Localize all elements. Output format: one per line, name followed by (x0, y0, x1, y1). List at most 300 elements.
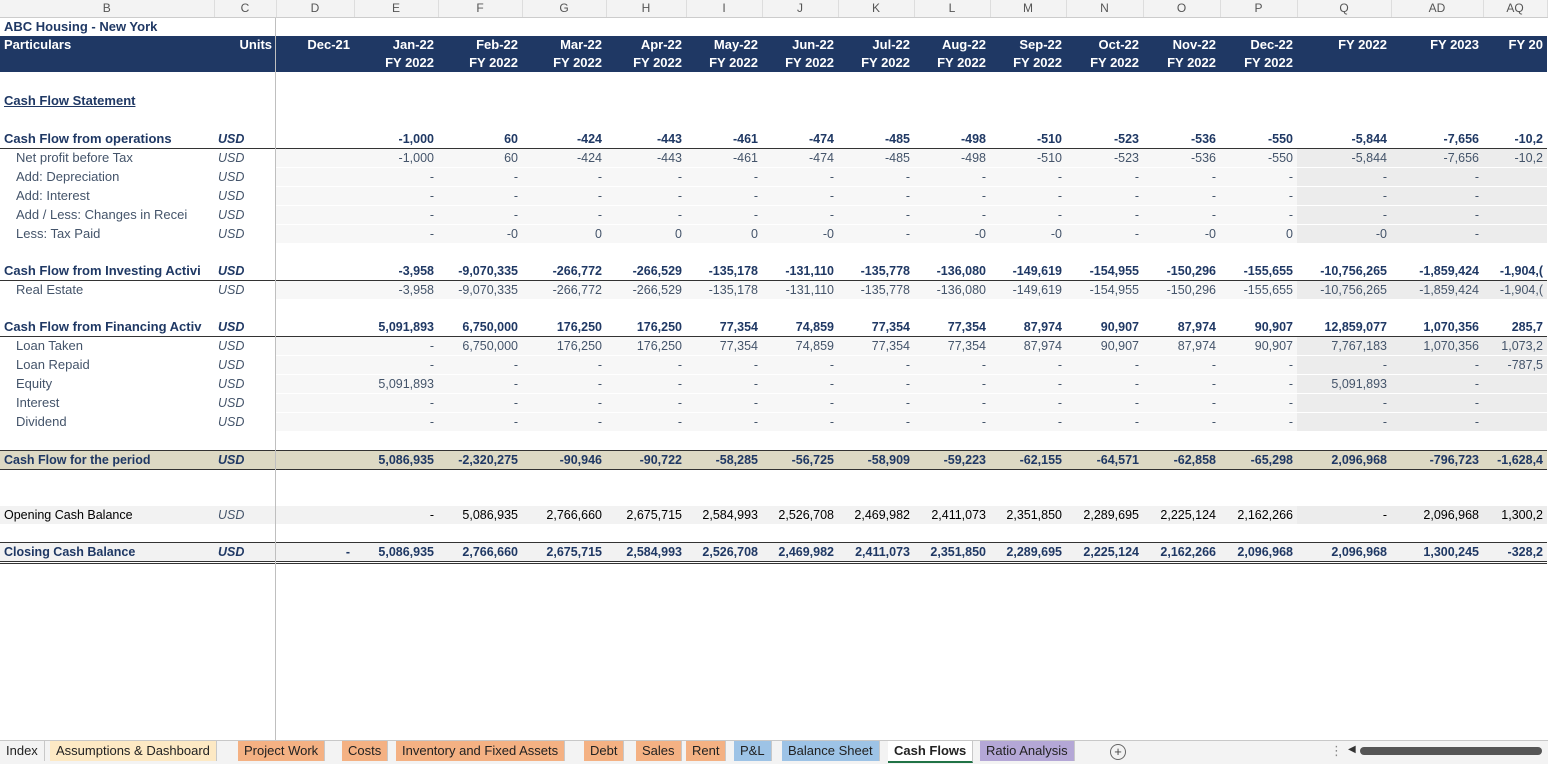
value-cell[interactable]: 1,300,2 (1483, 506, 1547, 524)
empty-cell[interactable] (914, 244, 990, 263)
empty-cell[interactable] (914, 90, 990, 112)
value-cell[interactable]: - (354, 168, 438, 187)
value-cell[interactable]: - (1297, 168, 1391, 187)
value-cell[interactable]: -155,655 (1220, 281, 1297, 300)
empty-cell[interactable] (762, 488, 838, 506)
value-cell[interactable]: - (354, 356, 438, 375)
fy-label[interactable]: FY 2022 (762, 54, 838, 72)
empty-cell[interactable] (1483, 488, 1547, 506)
value-cell[interactable]: - (276, 543, 354, 563)
value-cell[interactable]: - (438, 187, 522, 206)
value-cell[interactable]: 2,766,660 (438, 543, 522, 563)
empty-cell[interactable] (990, 244, 1066, 263)
value-cell[interactable]: -135,778 (838, 281, 914, 300)
value-cell[interactable]: -131,110 (762, 262, 838, 281)
empty-cell[interactable] (1220, 244, 1297, 263)
sheet-tab[interactable]: Inventory and Fixed Assets (396, 741, 565, 761)
value-cell[interactable]: -90,722 (606, 451, 686, 470)
empty-cell[interactable] (762, 90, 838, 112)
fy-label[interactable]: FY 2022 (686, 54, 762, 72)
empty-cell[interactable] (1297, 300, 1391, 319)
value-cell[interactable]: - (438, 413, 522, 432)
empty-cell[interactable] (990, 112, 1066, 130)
value-cell[interactable]: - (354, 506, 438, 524)
empty-cell[interactable] (838, 18, 914, 37)
fy-label[interactable]: FY 2022 (914, 54, 990, 72)
column-header-AQ[interactable]: AQ (1483, 0, 1547, 18)
value-cell[interactable]: -150,296 (1143, 281, 1220, 300)
value-cell[interactable] (276, 281, 354, 300)
column-header-M[interactable]: M (990, 0, 1066, 18)
month-header[interactable]: Oct-22 (1066, 36, 1143, 54)
empty-cell[interactable] (1483, 524, 1547, 543)
value-cell[interactable]: - (1297, 394, 1391, 413)
empty-cell[interactable] (686, 470, 762, 489)
empty-cell[interactable] (1483, 244, 1547, 263)
empty-cell[interactable] (522, 112, 606, 130)
value-cell[interactable]: -5,844 (1297, 149, 1391, 168)
empty-cell[interactable] (1297, 432, 1391, 451)
empty-cell[interactable] (214, 300, 276, 319)
value-cell[interactable] (276, 394, 354, 413)
empty-cell[interactable] (1483, 72, 1547, 90)
value-cell[interactable]: -9,070,335 (438, 262, 522, 281)
empty-cell[interactable] (1391, 18, 1483, 37)
empty-cell[interactable] (606, 470, 686, 489)
value-cell[interactable]: - (1066, 206, 1143, 225)
empty-cell[interactable] (438, 244, 522, 263)
empty-cell[interactable] (354, 488, 438, 506)
value-cell[interactable]: 6,750,000 (438, 337, 522, 356)
value-cell[interactable]: - (1143, 356, 1220, 375)
value-cell[interactable]: 176,250 (522, 318, 606, 337)
value-cell[interactable]: - (1297, 356, 1391, 375)
value-cell[interactable]: -65,298 (1220, 451, 1297, 470)
empty-cell[interactable] (354, 432, 438, 451)
value-cell[interactable]: 285,7 (1483, 318, 1547, 337)
value-cell[interactable]: - (1143, 168, 1220, 187)
empty-cell[interactable] (1066, 432, 1143, 451)
sheet-tab[interactable]: Cash Flows (888, 741, 973, 763)
empty-cell[interactable] (438, 72, 522, 90)
value-cell[interactable]: - (990, 375, 1066, 394)
empty-cell[interactable] (1143, 470, 1220, 489)
value-cell[interactable]: - (762, 356, 838, 375)
row-unit[interactable]: USD (218, 151, 245, 165)
value-cell[interactable]: -3,958 (354, 262, 438, 281)
value-cell[interactable]: -536 (1143, 130, 1220, 149)
empty-cell[interactable] (0, 72, 214, 90)
value-cell[interactable]: -424 (522, 149, 606, 168)
value-cell[interactable]: - (762, 375, 838, 394)
empty-cell[interactable] (914, 524, 990, 543)
empty-cell[interactable] (0, 432, 214, 451)
empty-cell[interactable] (838, 90, 914, 112)
value-cell[interactable]: - (990, 356, 1066, 375)
column-header-J[interactable]: J (762, 0, 838, 18)
value-cell[interactable]: -510 (990, 130, 1066, 149)
empty-cell[interactable] (0, 244, 214, 263)
value-cell[interactable]: -10,756,265 (1297, 281, 1391, 300)
value-cell[interactable]: -58,285 (686, 451, 762, 470)
month-header[interactable]: Dec-21 (276, 36, 354, 54)
fy-label[interactable]: FY 2022 (522, 54, 606, 72)
row-label[interactable]: Cash Flow from Financing Activ (0, 318, 214, 337)
empty-cell[interactable] (354, 244, 438, 263)
value-cell[interactable]: - (838, 413, 914, 432)
value-cell[interactable]: 7,767,183 (1297, 337, 1391, 356)
fy-label[interactable]: FY 2022 (438, 54, 522, 72)
value-cell[interactable]: -498 (914, 130, 990, 149)
value-cell[interactable]: - (914, 187, 990, 206)
empty-cell[interactable] (606, 90, 686, 112)
value-cell[interactable]: 2,766,660 (522, 506, 606, 524)
value-cell[interactable]: 2,469,982 (762, 543, 838, 563)
value-cell[interactable]: - (914, 206, 990, 225)
value-cell[interactable]: -510 (990, 149, 1066, 168)
empty-cell[interactable] (686, 488, 762, 506)
value-cell[interactable]: 87,974 (990, 318, 1066, 337)
value-cell[interactable]: - (1143, 206, 1220, 225)
value-cell[interactable]: - (838, 375, 914, 394)
plus-circle-icon[interactable]: + (1110, 744, 1126, 760)
empty-cell[interactable] (0, 54, 214, 72)
value-cell[interactable]: 2,096,968 (1297, 543, 1391, 563)
sheet-title[interactable]: ABC Housing - New York (4, 19, 158, 34)
value-cell[interactable]: -461 (686, 149, 762, 168)
empty-cell[interactable] (1143, 524, 1220, 543)
value-cell[interactable]: -0 (1297, 225, 1391, 244)
empty-cell[interactable] (686, 18, 762, 37)
row-unit[interactable]: USD (214, 543, 276, 563)
value-cell[interactable]: 60 (438, 149, 522, 168)
value-cell[interactable] (276, 318, 354, 337)
value-cell[interactable]: -523 (1066, 149, 1143, 168)
value-cell[interactable] (276, 225, 354, 244)
empty-cell[interactable] (1220, 112, 1297, 130)
empty-cell[interactable] (606, 18, 686, 37)
empty-cell[interactable] (1391, 524, 1483, 543)
month-header[interactable]: Jun-22 (762, 36, 838, 54)
fy-label[interactable] (1483, 54, 1547, 72)
empty-cell[interactable] (606, 244, 686, 263)
empty-cell[interactable] (990, 90, 1066, 112)
value-cell[interactable]: - (1391, 394, 1483, 413)
value-cell[interactable]: -787,5 (1483, 356, 1547, 375)
value-cell[interactable]: -131,110 (762, 281, 838, 300)
empty-cell[interactable] (914, 18, 990, 37)
value-cell[interactable]: -2,320,275 (438, 451, 522, 470)
value-cell[interactable]: 0 (522, 225, 606, 244)
empty-cell[interactable] (1297, 524, 1391, 543)
value-cell[interactable]: 5,091,893 (1297, 375, 1391, 394)
empty-cell[interactable] (838, 72, 914, 90)
empty-cell[interactable] (276, 90, 354, 112)
row-label[interactable]: Cash Flow from operations (0, 130, 214, 149)
empty-cell[interactable] (1483, 90, 1547, 112)
value-cell[interactable]: 2,096,968 (1391, 506, 1483, 524)
empty-cell[interactable] (214, 488, 276, 506)
empty-cell[interactable] (522, 470, 606, 489)
value-cell[interactable]: -7,656 (1391, 130, 1483, 149)
value-cell[interactable]: -10,2 (1483, 130, 1547, 149)
value-cell[interactable]: -485 (838, 149, 914, 168)
value-cell[interactable]: -64,571 (1066, 451, 1143, 470)
row-unit[interactable]: USD (218, 339, 245, 353)
sheet-tab[interactable]: Costs (342, 741, 388, 761)
value-cell[interactable]: 90,907 (1220, 318, 1297, 337)
empty-cell[interactable] (276, 470, 354, 489)
value-cell[interactable]: - (354, 187, 438, 206)
value-cell[interactable]: 77,354 (914, 318, 990, 337)
empty-cell[interactable] (990, 432, 1066, 451)
empty-cell[interactable] (990, 72, 1066, 90)
month-header[interactable]: May-22 (686, 36, 762, 54)
empty-cell[interactable] (1066, 244, 1143, 263)
empty-cell[interactable] (1391, 112, 1483, 130)
value-cell[interactable]: - (838, 394, 914, 413)
value-cell[interactable]: - (1391, 375, 1483, 394)
empty-cell[interactable] (354, 300, 438, 319)
empty-cell[interactable] (990, 488, 1066, 506)
empty-cell[interactable] (1066, 470, 1143, 489)
row-label[interactable]: Loan Taken (16, 338, 83, 353)
empty-cell[interactable] (1066, 72, 1143, 90)
row-unit[interactable]: USD (218, 377, 245, 391)
empty-cell[interactable] (438, 524, 522, 543)
value-cell[interactable]: - (606, 413, 686, 432)
value-cell[interactable] (276, 337, 354, 356)
value-cell[interactable]: 2,225,124 (1143, 506, 1220, 524)
value-cell[interactable]: - (990, 394, 1066, 413)
value-cell[interactable]: 176,250 (606, 318, 686, 337)
value-cell[interactable]: - (990, 413, 1066, 432)
row-label[interactable]: Less: Tax Paid (16, 226, 101, 241)
empty-cell[interactable] (276, 244, 354, 263)
value-cell[interactable]: 2,162,266 (1220, 506, 1297, 524)
value-cell[interactable]: 12,859,077 (1297, 318, 1391, 337)
value-cell[interactable]: - (686, 394, 762, 413)
empty-cell[interactable] (522, 488, 606, 506)
value-cell[interactable]: - (1220, 168, 1297, 187)
empty-cell[interactable] (1066, 18, 1143, 37)
particulars-header[interactable]: Particulars (0, 36, 214, 54)
empty-cell[interactable] (0, 488, 214, 506)
empty-cell[interactable] (686, 300, 762, 319)
row-unit[interactable]: USD (214, 451, 276, 470)
value-cell[interactable]: -7,656 (1391, 149, 1483, 168)
row-unit[interactable]: USD (214, 130, 276, 149)
empty-cell[interactable] (762, 432, 838, 451)
row-label[interactable]: Equity (16, 376, 53, 391)
empty-cell[interactable] (214, 54, 276, 72)
value-cell[interactable]: - (762, 206, 838, 225)
value-cell[interactable]: 87,974 (1143, 318, 1220, 337)
month-header[interactable]: Feb-22 (438, 36, 522, 54)
row-unit[interactable]: USD (214, 262, 276, 281)
value-cell[interactable] (276, 451, 354, 470)
value-cell[interactable]: - (1391, 206, 1483, 225)
fy-label[interactable] (1297, 54, 1391, 72)
value-cell[interactable]: 77,354 (686, 318, 762, 337)
empty-cell[interactable] (1143, 90, 1220, 112)
empty-cell[interactable] (438, 432, 522, 451)
empty-cell[interactable] (990, 18, 1066, 37)
empty-cell[interactable] (1143, 432, 1220, 451)
value-cell[interactable]: - (686, 375, 762, 394)
value-cell[interactable]: -62,858 (1143, 451, 1220, 470)
empty-cell[interactable] (522, 432, 606, 451)
empty-cell[interactable] (438, 300, 522, 319)
empty-cell[interactable] (762, 300, 838, 319)
empty-cell[interactable] (1297, 112, 1391, 130)
value-cell[interactable]: - (606, 375, 686, 394)
empty-cell[interactable] (1483, 432, 1547, 451)
value-cell[interactable]: - (1143, 375, 1220, 394)
value-cell[interactable]: - (1220, 206, 1297, 225)
empty-cell[interactable] (762, 524, 838, 543)
value-cell[interactable]: -536 (1143, 149, 1220, 168)
empty-cell[interactable] (0, 524, 214, 543)
empty-cell[interactable] (838, 470, 914, 489)
row-label[interactable]: Net profit before Tax (16, 150, 133, 165)
month-header[interactable]: FY 2023 (1391, 36, 1483, 54)
row-label[interactable]: Closing Cash Balance (0, 543, 214, 563)
value-cell[interactable]: 2,411,073 (914, 506, 990, 524)
value-cell[interactable]: - (1220, 394, 1297, 413)
empty-cell[interactable] (522, 244, 606, 263)
value-cell[interactable]: - (1066, 187, 1143, 206)
row-label[interactable]: Dividend (16, 414, 67, 429)
empty-cell[interactable] (914, 300, 990, 319)
value-cell[interactable]: -59,223 (914, 451, 990, 470)
empty-cell[interactable] (1220, 470, 1297, 489)
value-cell[interactable]: - (522, 375, 606, 394)
month-header[interactable]: FY 20 (1483, 36, 1547, 54)
value-cell[interactable] (1483, 375, 1547, 394)
empty-cell[interactable] (438, 488, 522, 506)
value-cell[interactable]: - (354, 413, 438, 432)
empty-cell[interactable] (914, 488, 990, 506)
sheet-tab[interactable]: Debt (584, 741, 624, 761)
value-cell[interactable]: 2,675,715 (522, 543, 606, 563)
empty-cell[interactable] (438, 18, 522, 37)
value-cell[interactable] (276, 149, 354, 168)
column-header-N[interactable]: N (1066, 0, 1143, 18)
value-cell[interactable]: - (438, 375, 522, 394)
empty-cell[interactable] (762, 244, 838, 263)
row-unit[interactable]: USD (218, 227, 245, 241)
column-header-L[interactable]: L (914, 0, 990, 18)
column-header-Q[interactable]: Q (1297, 0, 1391, 18)
value-cell[interactable] (276, 413, 354, 432)
value-cell[interactable]: - (1391, 413, 1483, 432)
value-cell[interactable]: 176,250 (606, 337, 686, 356)
value-cell[interactable]: -135,178 (686, 262, 762, 281)
value-cell[interactable]: 90,907 (1066, 337, 1143, 356)
value-cell[interactable]: 0 (1220, 225, 1297, 244)
value-cell[interactable]: 2,289,695 (990, 543, 1066, 563)
fy-label[interactable]: FY 2022 (354, 54, 438, 72)
empty-cell[interactable] (1220, 524, 1297, 543)
empty-cell[interactable] (214, 90, 276, 112)
row-label[interactable]: Interest (16, 395, 60, 410)
value-cell[interactable]: - (606, 356, 686, 375)
fy-label[interactable]: FY 2022 (990, 54, 1066, 72)
value-cell[interactable]: 2,096,968 (1220, 543, 1297, 563)
value-cell[interactable]: - (762, 187, 838, 206)
value-cell[interactable]: -1,859,424 (1391, 281, 1483, 300)
value-cell[interactable] (276, 168, 354, 187)
empty-cell[interactable] (1483, 18, 1547, 37)
value-cell[interactable]: 5,091,893 (354, 318, 438, 337)
empty-cell[interactable] (990, 470, 1066, 489)
empty-cell[interactable] (522, 18, 606, 37)
value-cell[interactable]: - (1297, 206, 1391, 225)
value-cell[interactable]: 6,750,000 (438, 318, 522, 337)
row-unit[interactable]: USD (218, 189, 245, 203)
value-cell[interactable]: - (438, 206, 522, 225)
row-unit[interactable]: USD (218, 396, 245, 410)
value-cell[interactable]: 1,070,356 (1391, 337, 1483, 356)
column-header-O[interactable]: O (1143, 0, 1220, 18)
empty-cell[interactable] (606, 112, 686, 130)
empty-cell[interactable] (276, 432, 354, 451)
empty-cell[interactable] (438, 90, 522, 112)
column-header-AD[interactable]: AD (1391, 0, 1483, 18)
value-cell[interactable]: - (606, 187, 686, 206)
value-cell[interactable]: - (1143, 394, 1220, 413)
value-cell[interactable]: - (1391, 187, 1483, 206)
empty-cell[interactable] (990, 524, 1066, 543)
empty-cell[interactable] (762, 470, 838, 489)
empty-cell[interactable] (214, 524, 276, 543)
empty-cell[interactable] (1297, 90, 1391, 112)
value-cell[interactable]: 2,584,993 (686, 506, 762, 524)
empty-cell[interactable] (914, 470, 990, 489)
empty-cell[interactable] (1143, 72, 1220, 90)
empty-cell[interactable] (1483, 112, 1547, 130)
empty-cell[interactable] (1066, 300, 1143, 319)
value-cell[interactable]: - (686, 356, 762, 375)
value-cell[interactable]: -550 (1220, 149, 1297, 168)
value-cell[interactable]: - (1220, 375, 1297, 394)
value-cell[interactable]: - (438, 356, 522, 375)
empty-cell[interactable] (606, 300, 686, 319)
empty-cell[interactable] (276, 72, 354, 90)
value-cell[interactable] (1483, 187, 1547, 206)
value-cell[interactable]: -149,619 (990, 281, 1066, 300)
empty-cell[interactable] (214, 112, 276, 130)
value-cell[interactable]: - (522, 356, 606, 375)
empty-cell[interactable] (276, 18, 354, 37)
fy-label[interactable]: FY 2022 (1143, 54, 1220, 72)
value-cell[interactable]: -443 (606, 130, 686, 149)
value-cell[interactable]: -0 (914, 225, 990, 244)
value-cell[interactable]: - (606, 394, 686, 413)
value-cell[interactable]: - (1391, 356, 1483, 375)
value-cell[interactable]: - (522, 206, 606, 225)
empty-cell[interactable] (1066, 524, 1143, 543)
empty-cell[interactable] (276, 524, 354, 543)
value-cell[interactable] (276, 506, 354, 524)
empty-cell[interactable] (438, 112, 522, 130)
column-header-P[interactable]: P (1220, 0, 1297, 18)
fy-label[interactable]: FY 2022 (1066, 54, 1143, 72)
empty-cell[interactable] (1391, 300, 1483, 319)
empty-cell[interactable] (214, 72, 276, 90)
month-header[interactable]: Jan-22 (354, 36, 438, 54)
